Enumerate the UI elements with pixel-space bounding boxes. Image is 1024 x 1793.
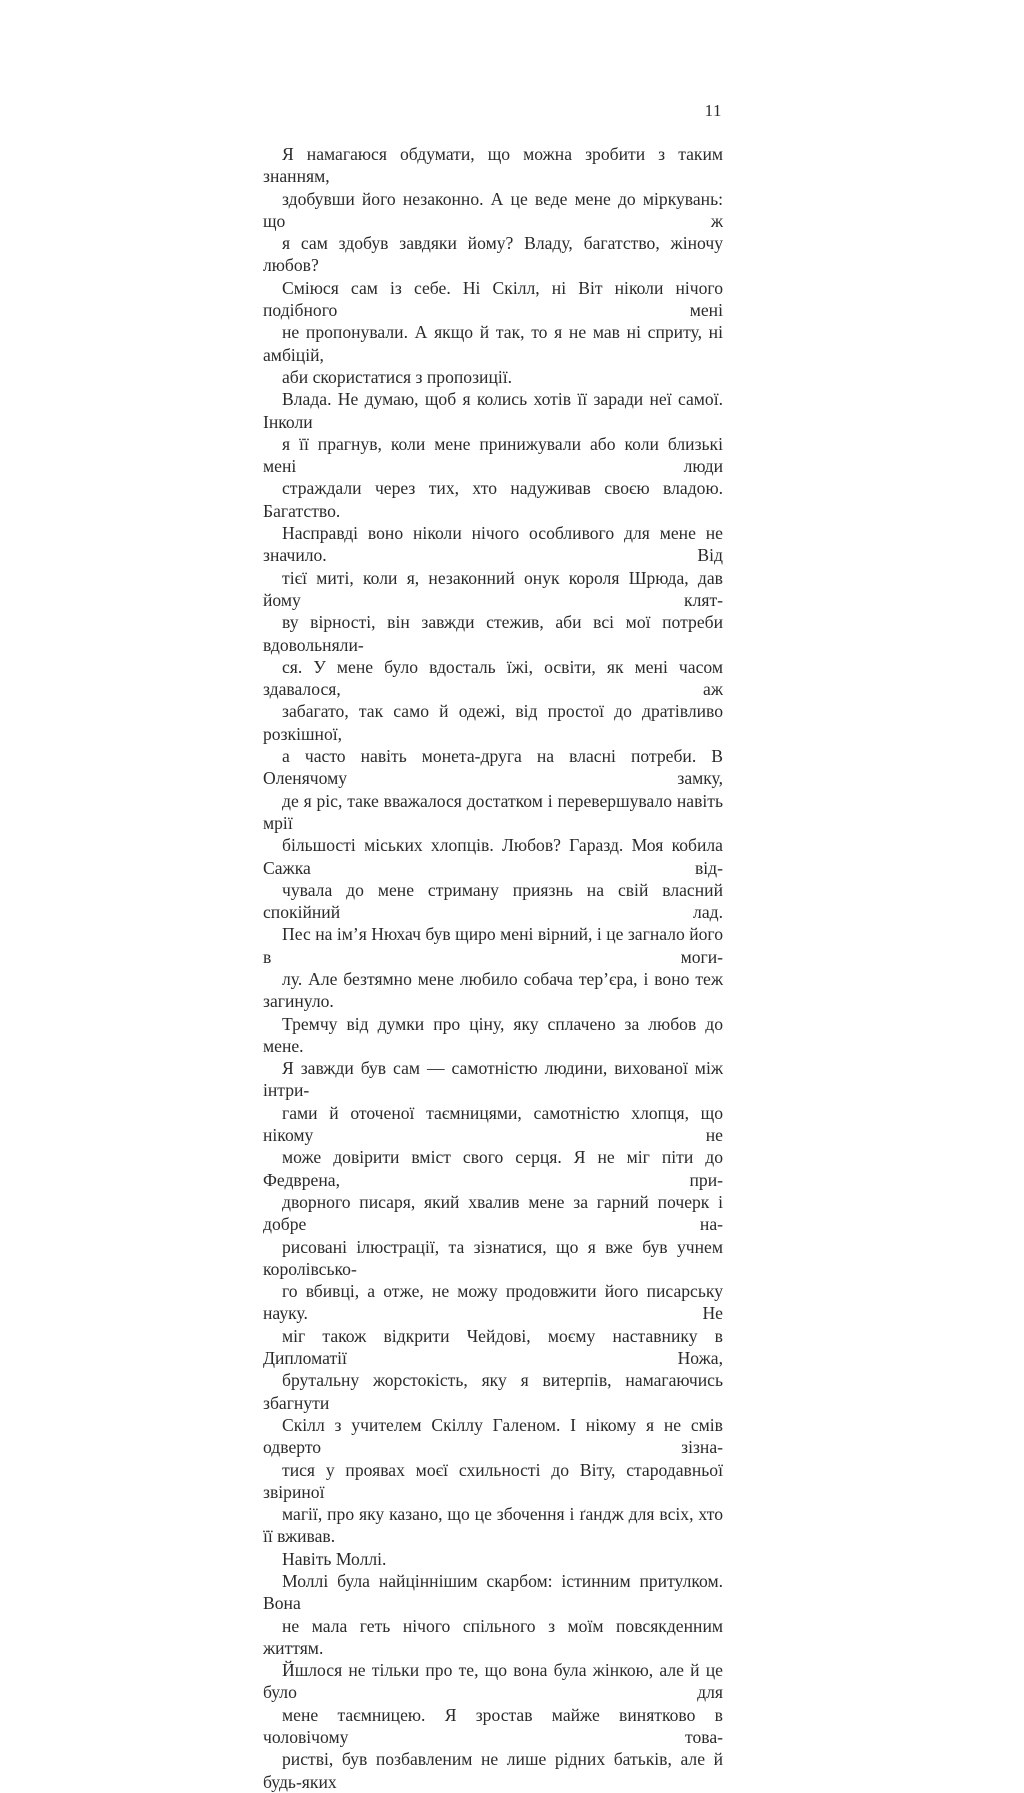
text-line: може довірити вміст свого серця. Я не міг піти до Федврена, при- (263, 1147, 723, 1190)
text-line: го вбивці, а отже, не можу продовжити його писарську науку. Не (263, 1281, 723, 1324)
text-line: забагато, так само й одежі, від простої до дратівливо розкішної, (263, 701, 723, 744)
text-line: я її прагнув, коли мене принижували або коли близькі мені люди (263, 433, 723, 477)
paragraph (263, 143, 723, 388)
text-line: брутальну жорстокість, яку я витерпів, намагаючись збагнути (263, 1370, 723, 1413)
text-line: тися у проявах моєї схильності до Віту, стародавньої звіриної (263, 1459, 723, 1502)
text-line: Моллі була найціннішим скарбом: істинним притулком. Вона (263, 1571, 723, 1614)
text-line: міг також відкрити Чейдові, моєму наставнику в Дипломатії Ножа, (263, 1325, 723, 1369)
text-line: Я завжди був сам — самотністю людини, вихованої між інтри- (263, 1058, 723, 1101)
text-line: аби скористатися з пропозиції. (282, 366, 513, 387)
text-line: мене таємницею. Я зростав майже винятково в чоловічому това- (263, 1704, 723, 1748)
page-number: 11 (704, 101, 722, 120)
paragraph (263, 1570, 723, 1793)
text-line: чувала до мене стриману приязнь на свій власний спокійний лад. (263, 879, 723, 923)
text-line: Влада. Не думаю, щоб я колись хотів її заради неї самої. Інколи (263, 389, 723, 432)
text-line: ся. У мене було вдосталь їжі, освіти, як мені часом здавалося, аж (263, 656, 723, 700)
text-line: магії, про яку казано, що це збочення і ґандж для всіх, хто її вживав. (263, 1504, 723, 1547)
paragraph (263, 388, 723, 1057)
text-line: не пропонували. А якщо й так, то я не мав ні сприту, ні амбіцій, (263, 322, 723, 365)
paragraph (263, 1548, 723, 1570)
text-line: рисовані ілюстрації, та зізнатися, що я вже був учнем королівсько- (263, 1236, 723, 1279)
text-line: Йшлося не тільки про те, що вона була жінкою, але й це було для (263, 1660, 723, 1703)
text-line: тієї миті, коли я, незаконний онук короля Шрюда, дав йому клят- (263, 567, 723, 610)
text-line: Насправді воно ніколи нічого особливого для мене не значило. Від (263, 523, 723, 566)
text-line: Я намагаюся обдумати, що можна зробити з таким знанням, (263, 144, 723, 187)
text-line: де я ріс, таке вважалося достатком і перевершувало навіть мрії (263, 790, 723, 833)
text-line: Тремчу від думки про ціну, яку сплачено за любов до мене. (263, 1013, 723, 1056)
text-line: гами й оточеної таємницями, самотністю хлопця, що нікому не (263, 1102, 723, 1146)
text-line: Пес на ім’я Нюхач був щиро мені вірний, і це загнало його в моги- (263, 924, 723, 967)
text-line: Сміюся сам із себе. Ні Скілл, ні Віт ніколи нічого подібного мені (263, 277, 723, 321)
text-line: лу. Але безтямно мене любило собача тер’єра, і воно теж загинуло. (263, 968, 723, 1012)
text-line: більшості міських хлопців. Любов? Гаразд. Моя кобила Сажка від- (263, 835, 723, 878)
text-line: дворного писаря, який хвалив мене за гарний почерк і добре на- (263, 1191, 723, 1235)
text-line: не мала геть нічого спільного з моїм повсякденним життям. (263, 1615, 723, 1658)
text-line: ристві, був позбавленим не лише рідних батьків, але й будь-яких (263, 1749, 723, 1792)
text-line: я сам здобув завдяки йому? Владу, багатство, жіночу любов? (263, 233, 723, 276)
text-line: ву вірності, він завжди стежив, аби всі мої потреби вдовольняли- (263, 612, 723, 655)
body-text (263, 143, 723, 1793)
text-line: Скілл з учителем Скіллу Галеном. І нікому я не смів одверто зізна- (263, 1414, 723, 1458)
text-line: Навіть Моллі. (282, 1548, 387, 1569)
paragraph (263, 1057, 723, 1548)
text-line: а часто навіть монета-друга на власні потреби. В Оленячому замку, (263, 746, 723, 789)
text-line: здобувши його незаконно. А це веде мене до міркувань: що ж (263, 188, 723, 231)
text-line: страждали через тих, хто надуживав своєю владою. Багатство. (263, 478, 723, 521)
